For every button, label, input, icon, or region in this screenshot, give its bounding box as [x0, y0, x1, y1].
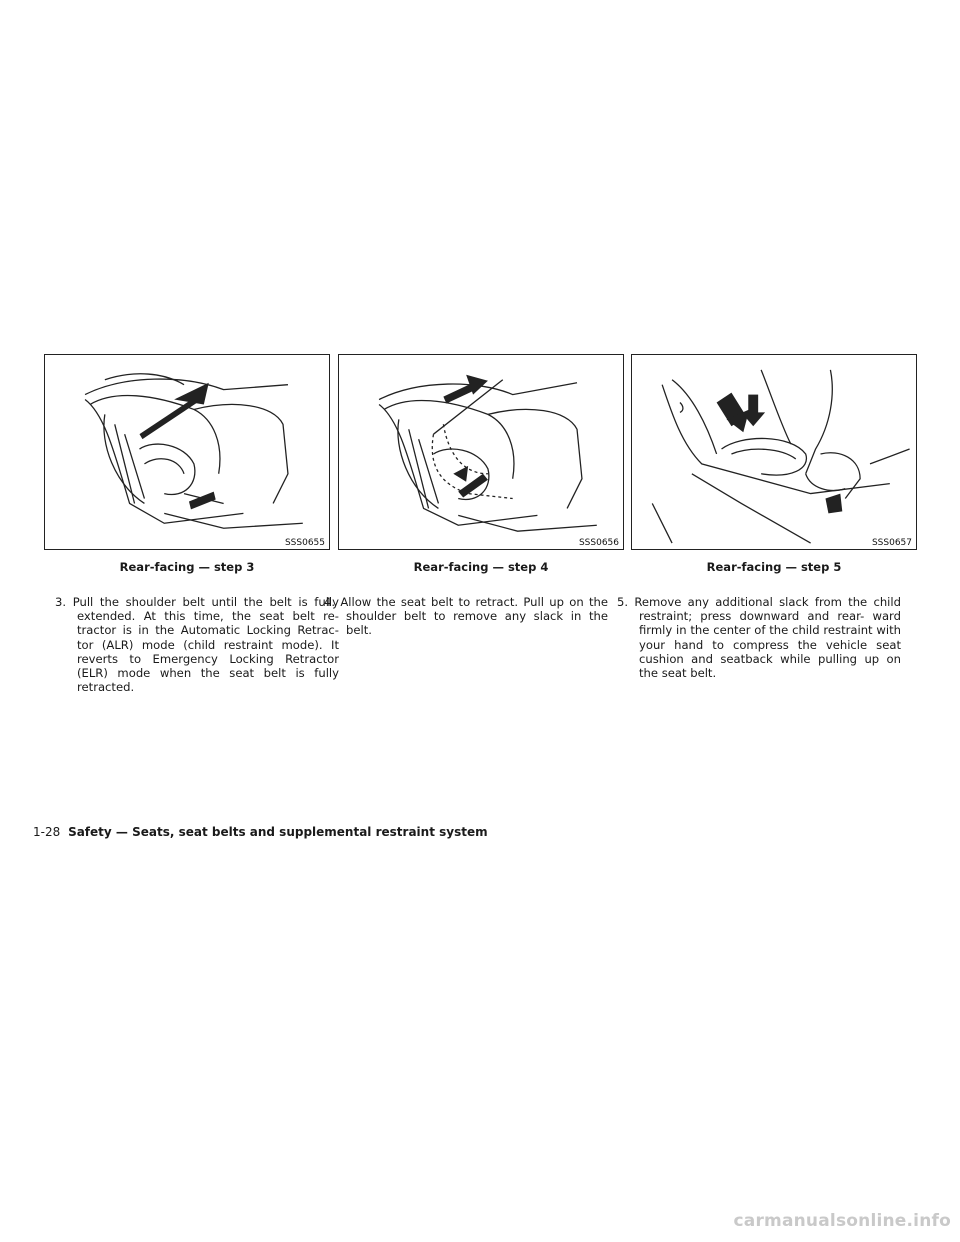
figure-step-3	[44, 354, 330, 550]
illustration-rear-facing-step-3	[45, 355, 329, 549]
step-3-text: 3. Pull the shoulder belt until the belt is fully extended. At this time, the seat belt re- tractor is in the Automatic Locking Retrac- tor (ALR) mode (child restraint mode). It reverts to Emergency Locking Retractor (ELR) mode when the seat belt is fully retracted.	[55, 595, 339, 695]
figure-step-5	[631, 354, 917, 550]
figure-code: SSS0655	[284, 538, 325, 548]
page-footer	[33, 825, 488, 839]
figure-caption: Rear-facing — step 5	[706, 560, 842, 574]
illustration-rear-facing-step-4	[339, 355, 623, 549]
figure-code: SSS0657	[871, 538, 912, 548]
page-number: 1-28	[33, 825, 61, 839]
step-4-text: 4. Allow the seat belt to retract. Pull up on the shoulder belt to remove any slack in the belt.	[324, 595, 608, 638]
figure-caption: Rear-facing — step 3	[119, 560, 255, 574]
step-5-text: 5. Remove any additional slack from the child restraint; press downward and rear- ward firmly in the center of the child restraint with your hand to compress the vehicle seat cushion and seatback while pulling up on the seat belt.	[617, 595, 901, 681]
section-title: Safety — Seats, seat belts and supplemental restraint system	[68, 825, 488, 839]
figure-step-4	[338, 354, 624, 550]
figure-code: SSS0656	[578, 538, 619, 548]
figure-caption: Rear-facing — step 4	[413, 560, 549, 574]
watermark: carmanualsonline.info	[733, 1211, 951, 1231]
illustration-rear-facing-step-5	[632, 355, 916, 549]
